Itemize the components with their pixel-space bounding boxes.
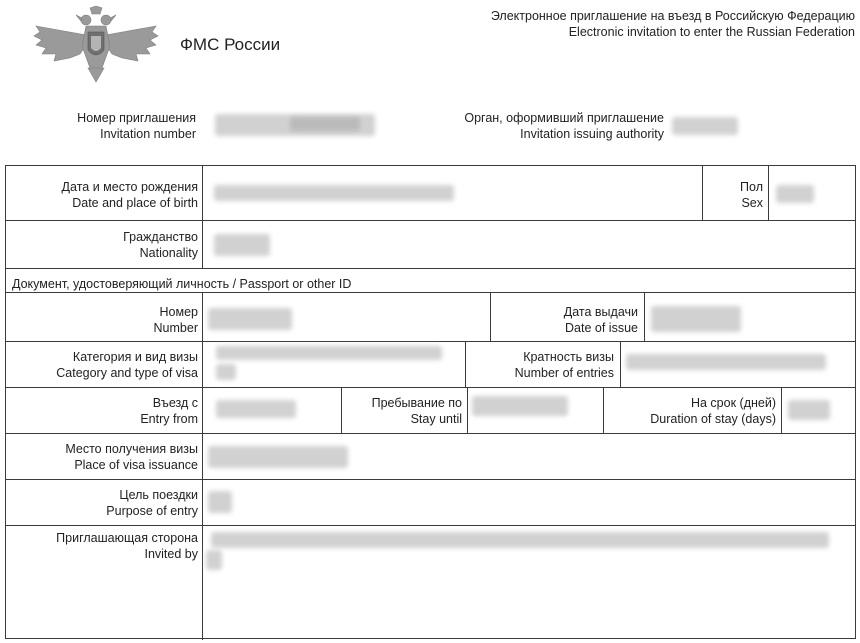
duration-label: На срок (дней) Duration of stay (days) [650,396,776,426]
document-header [0,0,860,90]
date-of-issue-value [651,306,741,332]
entries-value [626,354,826,370]
duration-value [788,400,830,420]
document-title-ru: Электронное приглашение на въезд в Российскую Федерацию [490,9,855,23]
sex-label: Пол Sex [740,180,763,210]
issuing-authority-label: Орган, оформивший приглашение Invitation issuing authority [464,111,664,141]
visa-category-label: Категория и вид визы Category and type of visa [56,350,198,380]
document-title [491,8,855,40]
entry-from-value [216,400,296,418]
birth-value [214,185,454,201]
entry-from-label: Въезд с Entry from [140,396,198,426]
purpose-value [208,491,232,513]
entries-label: Кратность визы Number of entries [514,350,614,380]
sex-value [776,185,814,203]
passport-number-value [208,308,292,330]
invitation-form-table [5,165,856,639]
birth-label: Дата и место рождения Date and place of birth [61,180,198,210]
stay-until-label: Пребывание по Stay until [371,396,462,426]
purpose-label: Цель поездки Purpose of entry [106,488,198,518]
document-title-en: Electronic invitation to enter the Russian Federation [568,25,855,39]
nationality-label: Гражданство Nationality [123,230,198,260]
invitation-number-value-detail [290,117,360,131]
visa-place-value [208,446,348,468]
passport-section-heading: Документ, удостоверяющий личность / Passport or other ID [12,277,352,291]
visa-category-value-line2 [216,364,236,380]
visa-category-value [216,346,442,360]
nationality-value [214,234,270,256]
eagle-emblem-icon [30,6,162,84]
agency-name: ФМС России [180,35,281,54]
passport-number-label: Номер Number [153,305,198,335]
invited-by-label: Приглашающая сторона Invited by [56,531,198,561]
stay-until-value [472,396,568,416]
visa-place-label: Место получения визы Place of visa issuance [65,442,198,472]
issuing-authority-value [672,117,738,135]
invitation-number-label: Номер приглашения Invitation number [77,111,196,141]
invited-by-value-line2 [206,550,222,570]
date-of-issue-label: Дата выдачи Date of issue [563,305,638,335]
invited-by-value [211,532,829,548]
